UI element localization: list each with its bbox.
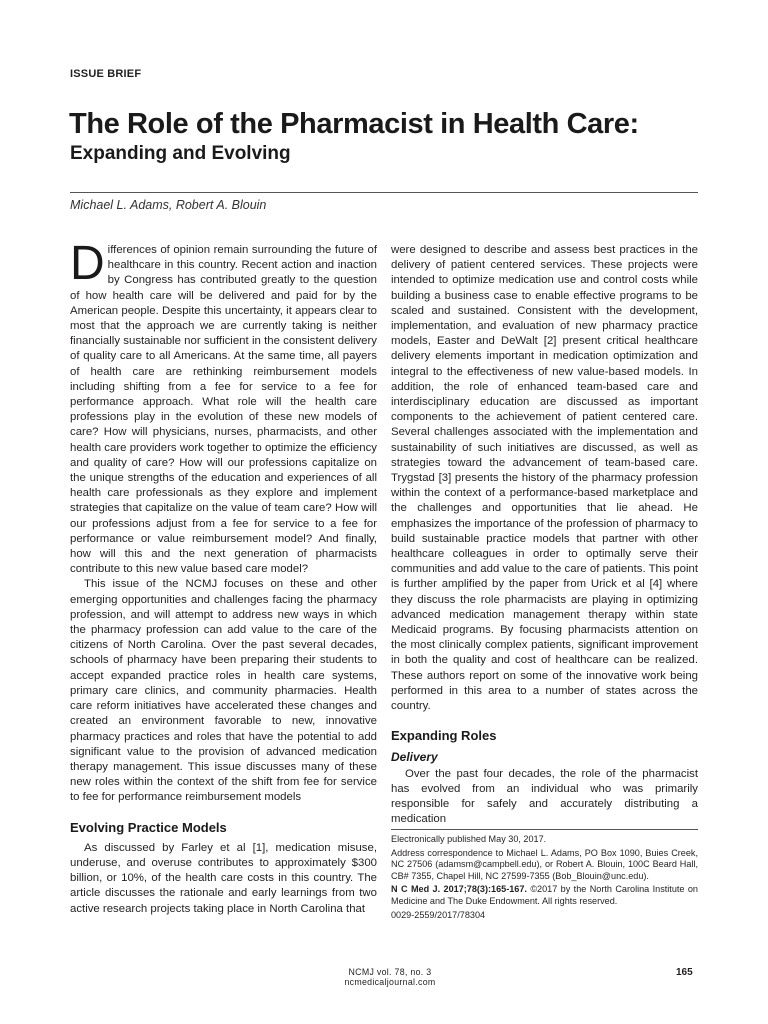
article-subtitle: Expanding and Evolving bbox=[70, 143, 291, 164]
body-paragraph: As discussed by Farley et al [1], medication misuse, underuse, and overuse contributes to approximately $300 billion, or 10%, of the health care costs in this country. The article discusses the rationale and early learnings from two active research projects taking place in North Carolina that bbox=[70, 841, 377, 915]
intro-paragraph-text: ifferences of opinion remain surrounding the future of healthcare in this country. Recent action and inaction by Congress has contributed greatly to the question of how health care will be delivered and paid for by the American people. Despite this uncertainty, it appears clear to most that the approach we are currently taking is neither financially sustainable nor sufficient in the consistent delivery of quality care to all Americans. At the same time, all payers of health care are rethinking reimbursement models including shifting from a fee for service to a fee for performance approach. What role will the health care professions play in the evolution of these new models of care? How will physicians, nurses, pharmacists, and other health care providers work together to optimize the efficiency and quality of care? How will our professions capitalize on the unique strengths of the education and experiences of all health care professionals as they explore and implement strategies that capitalize on the value of team care? How will our professions adjust from a fee for service to a fee for performance or value reimbursement model? And finally, how will this and the next generation of pharmacists contribute to this new value based care model? bbox=[70, 244, 377, 576]
left-column bbox=[70, 237, 377, 917]
citation-line bbox=[391, 884, 698, 907]
body-paragraph: This issue of the NCMJ focuses on these and other emerging opportunities and challenges facing the pharmacy profession, and will attempt to address new ways in which the pharmacy profession can add value to the care of the citizens of North Carolina. Over the past several decades, schools of pharmacy have been preparing their students to accept expanded practice roles in health care systems, primary care clinics, and community pharmacies. Health care reform initiatives have accelerated these changes and created an environment favorable to new, innovative pharmacy practices and roles that have the potential to add significant value to the provision of advanced medication therapy management. This issue discusses many of these new roles within the context of the shift from fee for service to fee for performance reimbursement models bbox=[70, 578, 377, 804]
page-number: 165 bbox=[676, 967, 693, 978]
issue-brief-label: ISSUE BRIEF bbox=[70, 68, 142, 80]
issn-code: 0029-2559/2017/78304 bbox=[391, 909, 486, 920]
copyright-text: ©2017 by the North Carolina Institute on Medicine and The Duke Endowment. All rights reserved. bbox=[391, 884, 698, 906]
section-heading-evolving-practice-models: Evolving Practice Models bbox=[70, 819, 227, 835]
right-column bbox=[391, 243, 698, 828]
author-byline: Michael L. Adams, Robert A. Blouin bbox=[70, 198, 267, 212]
intro-paragraph bbox=[70, 237, 377, 577]
title-divider bbox=[70, 192, 698, 193]
drop-cap: D bbox=[70, 237, 105, 290]
body-paragraph: Over the past four decades, the role of the pharmacist has evolved from an individual who was primarily responsible for safely and accurately distributing a medication bbox=[391, 767, 698, 826]
article-title: The Role of the Pharmacist in Health Care: bbox=[69, 108, 639, 140]
publication-date: Electronically published May 30, 2017. bbox=[391, 834, 547, 844]
correspondence-address: Address correspondence to Michael L. Adams, PO Box 1090, Buies Creek, NC 27506 (adamsm@campbell.edu), or Robert A. Blouin, 100C Beard Hall, CB# 7355, Chapel Hill, NC 27599-7355 (Bob_Blouin@unc.edu). bbox=[391, 847, 698, 881]
journal-website: ncmedicaljournal.com bbox=[344, 977, 436, 987]
journal-volume-line: NCMJ vol. 78, no. 3 bbox=[348, 967, 432, 977]
citation-reference: N C Med J. 2017;78(3):165-167. bbox=[391, 884, 527, 895]
body-paragraph: were designed to describe and assess best practices in the delivery of patient centered services. These projects were intended to optimize medication use and control costs while building a business case to enable effective programs to be scaled and sustained. Consistent with the development, implementation, and evaluation of new pharmacy practice models, Easter and DeWalt [2] present critical healthcare delivery elements important in medication optimization and integral to the effectiveness of new value-based models. In addition, the role of enhanced team-based care and interdisciplinary education are discussed as important components to the achievement of patient centered care. Several challenges associated with the implementation and sustainability of such initiatives are discussed, as well as strategies toward the advancement of team-based care. Trygstad [3] presents the history of the pharmacy profession within the context of a performance-based marketplace and the challenges and opportunities that lie ahead. He emphasizes the importance of the profession of pharmacy to build sustainable practice models that partner with other healthcare colleagues in order to optimally serve their communities and add value to the care of patients. This point is further amplified by the paper from Urick et al [4] where they discuss the role pharmacists are playing in optimizing advanced medication management therapy within state Medicaid programs. By focusing pharmacists attention on the most clinically complex patients, significant improvement in both the quality and cost of healthcare can be realized. These authors report on some of the innovative work being performed in this area to a number of states across the country. bbox=[391, 244, 698, 713]
subsection-heading-delivery: Delivery bbox=[391, 749, 438, 764]
section-heading-expanding-roles: Expanding Roles bbox=[391, 728, 497, 744]
journal-footer bbox=[330, 967, 450, 987]
article-footnote bbox=[391, 829, 698, 923]
